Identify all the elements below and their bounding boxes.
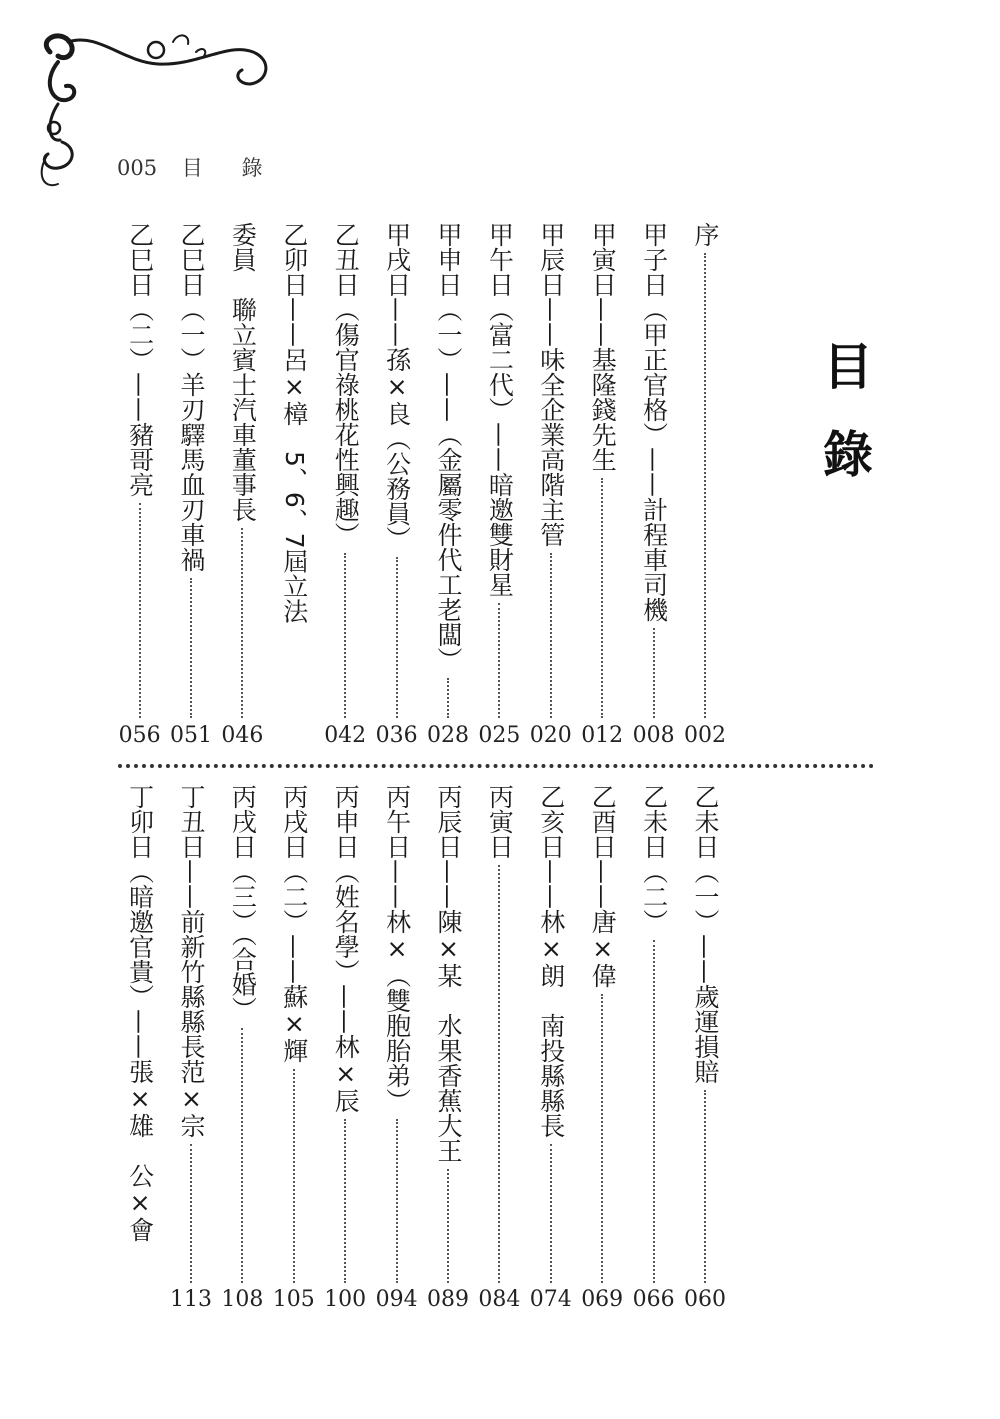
- toc-entry-page: 069: [581, 1287, 624, 1312]
- toc-entry-title: 甲寅日——基隆錢先生: [588, 222, 618, 472]
- toc-leader-dots: [653, 628, 655, 718]
- toc-entry-title: 丙午日——林×（雙胞胎弟）: [382, 784, 412, 1113]
- toc-entry-page: 105: [272, 1287, 315, 1312]
- toc-entry-title: 甲辰日——味全企業高階主管: [536, 222, 566, 547]
- toc-entry-page: 025: [478, 723, 521, 748]
- toc-entry-title: 乙卯日——呂×樟 5、6、7屆立法: [279, 222, 309, 624]
- toc-entry-page: 060: [684, 1287, 726, 1312]
- toc-entry-page: 028: [427, 723, 469, 748]
- toc-leader-dots: [447, 1169, 449, 1283]
- toc-entry-title: 乙未日（二）: [639, 784, 669, 934]
- toc-leader-dots: [396, 557, 398, 718]
- toc-entry-page: 012: [581, 723, 624, 748]
- toc-entry-title: 丁卯日（暗邀官貴）——張×雄 公×會: [125, 784, 155, 1242]
- toc-entry-page: 042: [324, 723, 367, 748]
- toc-entry-title: 乙丑日（傷官祿桃花性興趣）: [331, 222, 361, 547]
- toc-leader-dots: [190, 578, 192, 718]
- toc-entry-page: 066: [632, 1287, 675, 1312]
- toc-leader-dots: [190, 1144, 192, 1283]
- toc-entry-title: 甲申日（一）——（金屬零件代工老闆）: [434, 222, 463, 672]
- toc-leader-dots: [447, 678, 449, 718]
- toc-entry-title: 丙申日（姓名學）——林×辰: [331, 784, 361, 1113]
- toc-entry-title: 委員 聯立賓士汽車董事長: [228, 222, 258, 522]
- toc-entry-page: 074: [529, 1287, 572, 1312]
- toc-entry-page: 100: [324, 1287, 367, 1312]
- toc-leader-dots: [293, 1069, 295, 1283]
- toc-entry-title: 丙寅日: [485, 784, 515, 859]
- header-title: 目 錄: [181, 156, 279, 180]
- toc-leader-dots: [550, 553, 552, 718]
- toc-entry-title: 乙未日（一）——歲運損賠: [691, 784, 720, 1084]
- toc-entry-page: 113: [170, 1287, 212, 1312]
- toc-entry-page: 056: [118, 723, 161, 748]
- toc-leader-dots: [344, 1119, 346, 1283]
- running-header: [117, 152, 278, 182]
- section-separator: [118, 764, 874, 768]
- toc-entry-title: 乙亥日——林×朗 南投縣縣長: [536, 784, 566, 1138]
- toc-entry-page: 046: [221, 723, 264, 748]
- toc-entry-title: 丙戌日（三）（合婚）: [228, 784, 258, 1022]
- toc-leader-dots: [704, 253, 706, 718]
- toc-entry-page: 020: [529, 723, 572, 748]
- toc-leader-dots: [704, 1090, 706, 1283]
- toc-entry-page: 036: [375, 723, 418, 748]
- toc-leader-dots: [601, 478, 603, 718]
- toc-entry-title: 乙巳日（一）羊刃驛馬血刃車禍: [177, 222, 206, 572]
- toc-leader-dots: [344, 553, 346, 718]
- toc-entry-title: 丙戌日（二）——蘇×輝: [279, 784, 309, 1063]
- toc-entry-title: 甲子日（甲正官格）——計程車司機: [639, 222, 669, 622]
- toc-leader-dots: [601, 994, 603, 1283]
- toc-entry-page: 089: [427, 1287, 469, 1312]
- toc-entry-title: 乙酉日——唐×偉: [588, 784, 618, 988]
- toc-leader-dots: [241, 528, 243, 718]
- toc-leader-dots: [550, 1144, 552, 1283]
- header-page-number: 005: [117, 156, 158, 180]
- toc-entry-title: 甲午日（富二代）——暗邀雙財星: [485, 222, 515, 597]
- toc-entry-title: 序: [691, 222, 720, 247]
- toc-leader-dots: [498, 865, 500, 1283]
- toc-leader-dots: [396, 1119, 398, 1283]
- toc-entry-title: 丙辰日——陳×某 水果香蕉大王: [434, 784, 463, 1163]
- toc-leader-dots: [139, 503, 141, 718]
- toc-entry-page: 108: [221, 1287, 264, 1312]
- toc-entry-title: 甲戌日——孫×良（公務員）: [382, 222, 412, 551]
- toc-leader-dots: [653, 940, 655, 1283]
- toc-entry-title: 丁丑日——前新竹縣縣長范×宗: [177, 784, 206, 1138]
- toc-entry-page: 002: [684, 723, 726, 748]
- toc-entry-page: 094: [375, 1287, 418, 1312]
- toc-entry-title: 乙巳日（二）——豬哥亮: [125, 222, 155, 497]
- toc-entry-page: 084: [478, 1287, 521, 1312]
- page-title: 目錄: [815, 340, 873, 516]
- toc-entry-page: 051: [170, 723, 212, 748]
- toc-leader-dots: [241, 1028, 243, 1284]
- toc-leader-dots: [498, 603, 500, 718]
- toc-entry-page: 008: [632, 723, 675, 748]
